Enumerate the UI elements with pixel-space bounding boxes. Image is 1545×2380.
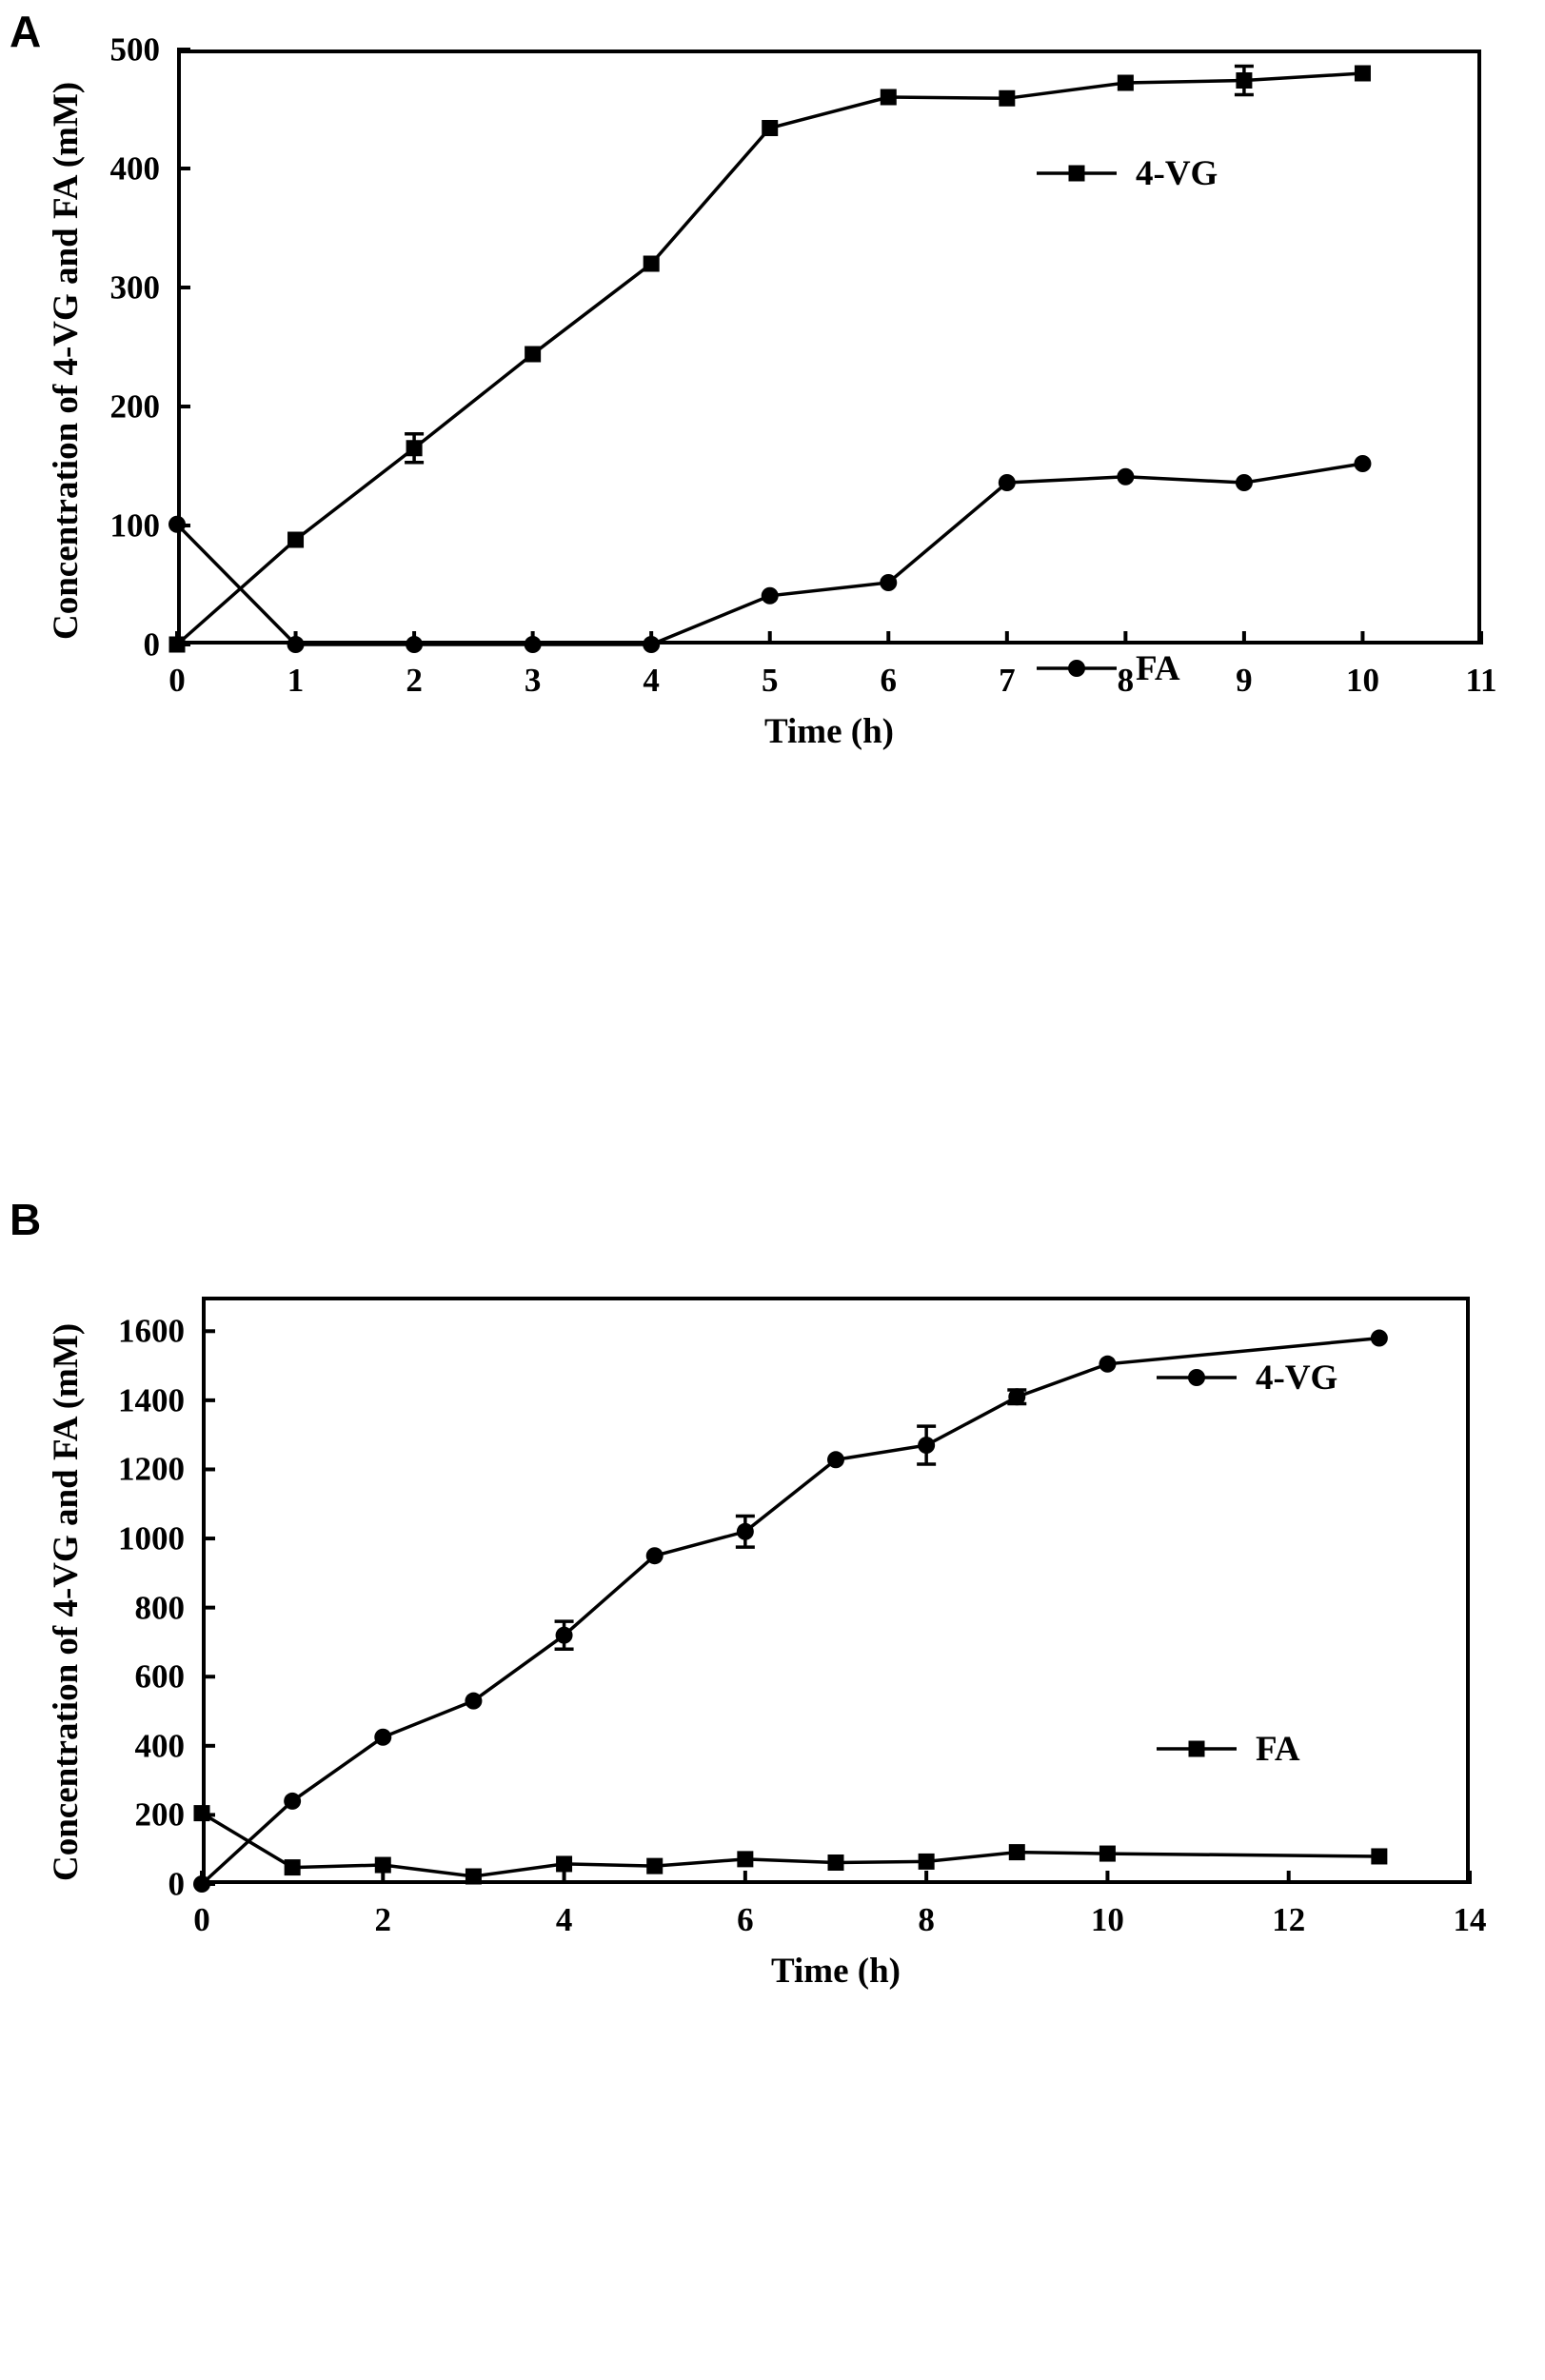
panel-a-y-axis-label: Concentration of 4-VG and FA (mM) [47,81,86,640]
series-line [177,464,1363,645]
series-line [202,1339,1379,1884]
data-marker-circle [643,636,660,653]
x-tick-label: 3 [524,662,542,699]
data-marker-circle [284,1793,301,1810]
data-marker-square [881,89,897,106]
data-marker-circle [525,636,542,653]
data-marker-square [375,1857,391,1874]
y-tick-label: 0 [143,625,160,664]
x-tick-label: 5 [761,662,779,699]
legend-entry-fa [1157,1741,1237,1757]
data-marker-square [762,120,778,136]
data-marker-circle [1117,468,1134,486]
legend-label: FA [1256,1730,1300,1769]
data-marker-circle [1354,455,1371,472]
legend-label: 4-VG [1256,1359,1338,1398]
x-tick-label: 0 [168,662,186,699]
x-tick-label: 6 [880,662,898,699]
data-marker-circle [1008,1388,1025,1405]
x-tick-label: 1 [287,662,305,699]
y-tick-label: 1000 [118,1519,185,1557]
data-marker-circle [374,1729,391,1746]
x-tick-label: 0 [193,1901,210,1938]
data-marker-square [194,1805,210,1821]
series-4-vg [193,1330,1388,1893]
y-tick-label: 1600 [118,1312,185,1350]
y-tick-label: 400 [134,1727,185,1765]
data-marker-square [169,637,186,653]
panel-a-data-layer [177,50,1481,645]
data-marker-circle [999,474,1016,491]
y-tick-label: 400 [109,149,160,188]
panel-a-plot-area [177,50,1481,645]
panel-b-x-axis-label: Time (h) [770,1952,901,1991]
data-marker-square [1118,75,1134,91]
y-tick-label: 300 [109,268,160,307]
panel-b-letter: B [10,1195,42,1244]
y-tick-label: 1400 [118,1381,185,1419]
data-marker-square [525,347,541,363]
y-tick-label: 200 [134,1795,185,1834]
data-marker-circle [1236,474,1253,491]
data-marker-circle [827,1451,844,1468]
data-marker-square [646,1858,663,1874]
y-tick-label: 600 [134,1657,185,1696]
x-tick-label: 4 [643,662,660,699]
x-tick-label: 8 [1117,662,1135,699]
x-tick-label: 2 [374,1901,392,1938]
panel-b-y-axis-label: Concentration of 4-VG and FA (mM) [47,1322,86,1881]
data-marker-circle [1099,1356,1116,1373]
data-marker-circle [168,516,186,533]
legend-label: 4-VG [1136,154,1218,193]
y-tick-label: 500 [109,30,160,69]
data-marker-square [285,1859,301,1875]
legend-entry-fa [1037,660,1117,677]
x-tick-label: 9 [1236,662,1253,699]
data-marker-square [287,532,304,548]
data-marker-circle [406,636,423,653]
data-marker-square [1099,1846,1116,1862]
data-marker-square [406,440,423,456]
data-marker-square [999,90,1015,107]
data-marker-circle [465,1693,482,1710]
chart-panel-b [0,1190,1545,2380]
data-marker-circle [918,1437,935,1454]
legend-label: FA [1136,649,1180,688]
panel-a-x-axis-label: Time (h) [763,712,894,751]
x-tick-label: 10 [1090,1901,1124,1938]
data-marker-square [828,1854,844,1871]
data-marker-circle [1371,1330,1388,1347]
data-marker-square [1371,1848,1387,1864]
data-marker-circle [556,1627,573,1644]
data-marker-circle [737,1523,754,1540]
data-marker-circle [193,1875,210,1893]
data-marker-circle [287,636,305,653]
x-tick-label: 10 [1345,662,1379,699]
data-marker-square [1355,66,1371,82]
data-marker-circle [762,587,779,605]
x-tick-label: 12 [1272,1901,1306,1938]
y-tick-label: 0 [168,1865,185,1903]
legend-entry-4-vg [1037,166,1117,182]
y-tick-label: 800 [134,1589,185,1627]
y-tick-label: 100 [109,506,160,545]
data-marker-square [465,1869,482,1885]
data-marker-square [556,1855,572,1872]
legend-entry-4-vg [1157,1369,1237,1386]
x-tick-label: 7 [999,662,1016,699]
data-marker-square [1189,1741,1205,1757]
data-marker-circle [646,1547,664,1564]
y-tick-label: 200 [109,387,160,426]
data-marker-circle [880,574,897,591]
data-marker-square [737,1851,753,1867]
x-tick-label: 2 [406,662,423,699]
x-tick-label: 4 [555,1901,573,1938]
data-marker-circle [1068,660,1085,677]
series-fa [168,455,1371,653]
y-tick-label: 1200 [118,1450,185,1488]
x-tick-label: 6 [737,1901,754,1938]
data-marker-square [1069,166,1085,182]
data-marker-square [919,1854,935,1870]
x-tick-label: 8 [918,1901,935,1938]
series-fa [194,1805,1388,1884]
data-marker-circle [1188,1369,1205,1386]
data-marker-square [1009,1844,1025,1860]
data-marker-square [644,256,660,272]
x-tick-label: 11 [1465,662,1497,699]
panel-a-letter: A [10,7,42,56]
x-tick-label: 14 [1453,1901,1487,1938]
data-marker-square [1236,72,1252,89]
